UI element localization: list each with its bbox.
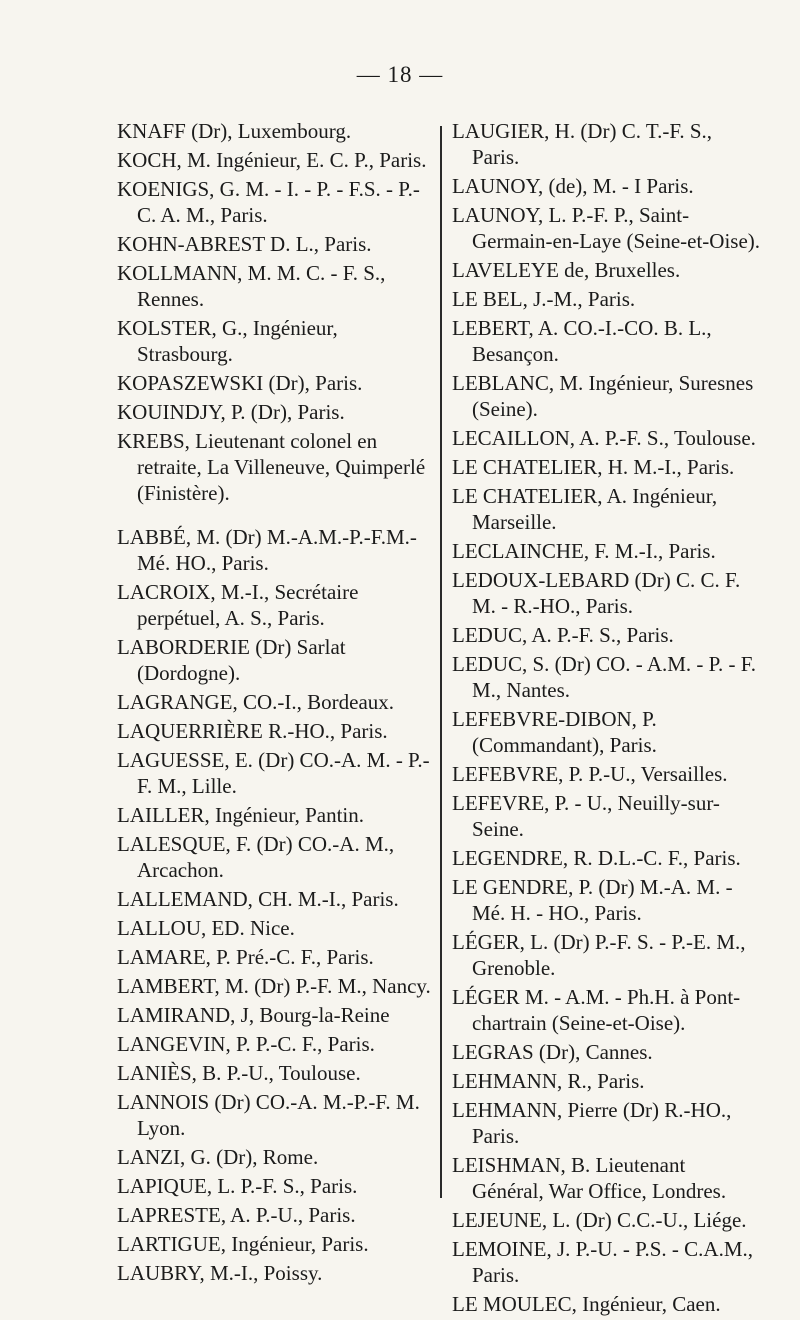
entry: LANNOIS (Dr) CO.-A. M.-P.-F. M. Lyon. bbox=[117, 1090, 420, 1140]
entry: LEFEBVRE, P. P.-U., Versailles. bbox=[452, 762, 728, 786]
entry: LEDUC, A. P.-F. S., Paris. bbox=[452, 623, 674, 647]
entry: LAGUESSE, E. (Dr) CO.-A. M. - P.-F. M., Lille. bbox=[117, 748, 430, 798]
entry: KOLSTER, G., Ingénieur, Strasbourg. bbox=[117, 316, 338, 366]
entry: LANIÈS, B. P.-U., Toulouse. bbox=[117, 1061, 361, 1085]
entry: LEFEBVRE-DIBON, P. (Commandant), Paris. bbox=[452, 707, 657, 757]
entry: LARTIGUE, Ingénieur, Paris. bbox=[117, 1232, 369, 1256]
entry: LEGRAS (Dr), Cannes. bbox=[452, 1040, 653, 1064]
entry: LAUNOY, (de), M. - I Paris. bbox=[452, 174, 694, 198]
entry: KOLLMANN, M. M. C. - F. S., Rennes. bbox=[117, 261, 386, 311]
entry: LABBÉ, M. (Dr) M.-A.M.-P.-F.M.-Mé. HO., Paris. bbox=[117, 525, 417, 575]
entry: LAGRANGE, CO.-I., Bordeaux. bbox=[117, 690, 395, 714]
entry: LE GENDRE, P. (Dr) M.-A. M. - Mé. H. - HO., Paris. bbox=[452, 875, 733, 925]
entry: LALESQUE, F. (Dr) CO.-A. M., Arcachon. bbox=[117, 832, 395, 882]
left-column bbox=[117, 118, 435, 1289]
entry: LÉGER M. - A.M. - Ph.H. à Pont-chartrain (Seine-et-Oise). bbox=[452, 985, 741, 1035]
entry: LEFEVRE, P. - U., Neuilly-sur-Seine. bbox=[452, 791, 720, 841]
entry: LEHMANN, R., Paris. bbox=[452, 1069, 645, 1093]
entry: LAMARE, P. Pré.-C. F., Paris. bbox=[117, 945, 374, 969]
entry: KOENIGS, G. M. - I. - P. - F.S. - P.-C. A. M., Paris. bbox=[117, 177, 420, 227]
column-divider bbox=[440, 126, 442, 1198]
entry: LANGEVIN, P. P.-C. F., Paris. bbox=[117, 1032, 375, 1056]
entry: LAPIQUE, L. P.-F. S., Paris. bbox=[117, 1174, 358, 1198]
entry: LAUNOY, L. P.-F. P., Saint-Germain-en-Laye (Seine-et-Oise). bbox=[452, 203, 761, 253]
entry: LAUGIER, H. (Dr) C. T.-F. S., Paris. bbox=[452, 119, 713, 169]
entry: LECAILLON, A. P.-F. S., Toulouse. bbox=[452, 426, 756, 450]
entry: LAMIRAND, J, Bourg-la-Reine bbox=[117, 1003, 390, 1027]
entry: LECLAINCHE, F. M.-I., Paris. bbox=[452, 539, 716, 563]
entry: KOHN-ABREST D. L., Paris. bbox=[117, 232, 372, 256]
entry: LAMBERT, M. (Dr) P.-F. M., Nancy. bbox=[117, 974, 431, 998]
entry: LÉGER, L. (Dr) P.-F. S. - P.-E. M., Grenoble. bbox=[452, 930, 746, 980]
entry: LE BEL, J.-M., Paris. bbox=[452, 287, 636, 311]
entry: KOUINDJY, P. (Dr), Paris. bbox=[117, 400, 345, 424]
entry: LALLOU, ED. Nice. bbox=[117, 916, 295, 940]
entry: KOPASZEWSKI (Dr), Paris. bbox=[117, 371, 363, 395]
entry: LE MOULEC, Ingénieur, Caen. bbox=[452, 1292, 721, 1316]
right-column bbox=[452, 118, 762, 1320]
entry: LAILLER, Ingénieur, Pantin. bbox=[117, 803, 365, 827]
entry: LEISHMAN, B. Lieutenant Général, War Office, Londres. bbox=[452, 1153, 727, 1203]
entry: LE CHATELIER, H. M.-I., Paris. bbox=[452, 455, 735, 479]
entry: LEJEUNE, L. (Dr) C.C.-U., Liége. bbox=[452, 1208, 747, 1232]
entry: KNAFF (Dr), Luxembourg. bbox=[117, 119, 352, 143]
entry: LALLEMAND, CH. M.-I., Paris. bbox=[117, 887, 399, 911]
entry: LABORDERIE (Dr) Sarlat (Dordogne). bbox=[117, 635, 346, 685]
entry: LAQUERRIÈRE R.-HO., Paris. bbox=[117, 719, 388, 743]
entry: LANZI, G. (Dr), Rome. bbox=[117, 1145, 319, 1169]
entry: LEHMANN, Pierre (Dr) R.-HO., Paris. bbox=[452, 1098, 732, 1148]
entry: LAPRESTE, A. P.-U., Paris. bbox=[117, 1203, 356, 1227]
entry: KREBS, Lieutenant colonel en retraite, La Villeneuve, Quimperlé (Finistère). bbox=[117, 429, 426, 505]
entry: LEMOINE, J. P.-U. - P.S. - C.A.M., Paris. bbox=[452, 1237, 754, 1287]
entry: LEBERT, A. CO.-I.-CO. B. L., Besançon. bbox=[452, 316, 712, 366]
entry: LEDOUX-LEBARD (Dr) C. C. F. M. - R.-HO., Paris. bbox=[452, 568, 741, 618]
entry: LAVELEYE de, Bruxelles. bbox=[452, 258, 681, 282]
entry: LEBLANC, M. Ingénieur, Suresnes (Seine). bbox=[452, 371, 754, 421]
entry: LEGENDRE, R. D.L.-C. F., Paris. bbox=[452, 846, 741, 870]
entry: LAUBRY, M.-I., Poissy. bbox=[117, 1261, 323, 1285]
entry: LE CHATELIER, A. Ingénieur, Marseille. bbox=[452, 484, 718, 534]
entry: LACROIX, M.-I., Secrétaire perpétuel, A. S., Paris. bbox=[117, 580, 359, 630]
entry: LEDUC, S. (Dr) CO. - A.M. - P. - F. M., Nantes. bbox=[452, 652, 756, 702]
page-number: — 18 — bbox=[356, 62, 444, 87]
entry: KOCH, M. Ingénieur, E. C. P., Paris. bbox=[117, 148, 427, 172]
